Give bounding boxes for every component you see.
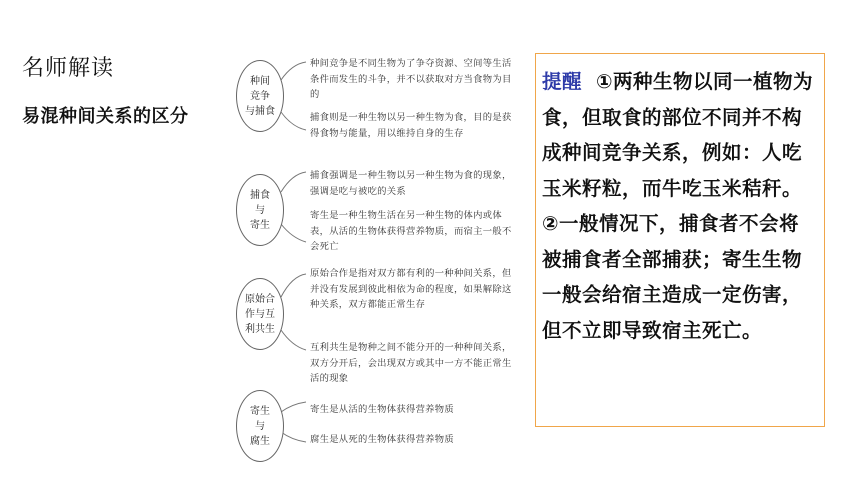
desc-parasitism: 寄生是一种生物生活在另一种生物的体内或体表，从活的生物体获得营养物质，而宿主一般不会死亡 bbox=[310, 210, 512, 252]
node-predation-parasitism: 捕食 与 寄生 bbox=[236, 174, 284, 246]
reminder-text: ①两种生物以同一植物为食，但取食的部位不同并不构成种间竞争关系，例如：人吃玉米籽粒，而牛吃玉米秸秆。②一般情况下，捕食者不会将被捕食者全部捕获；寄生生物一般会给宿主造成一定伤害，但不立即导致宿主死亡。 bbox=[542, 70, 814, 342]
node-competition-predation: 种间 竞争 与捕食 bbox=[236, 60, 284, 132]
desc-protocooperation: 原始合作是指对双方都有利的一种种间关系，但并没有发展到彼此相依为命的程度，如果解除这种关系，双方都能正常生存 bbox=[310, 268, 512, 310]
desc-predation-2: 捕食强调是一种生物以另一种生物为食的现象，强调是吃与被吃的关系 bbox=[310, 170, 512, 197]
node-parasitism-saprophytism: 寄生 与 腐生 bbox=[236, 390, 284, 462]
page-title: 名师解读 bbox=[22, 56, 115, 81]
desc-saprophytism: 腐生是从死的生物体获得营养物质 bbox=[310, 434, 454, 445]
node-protocooperation-mutualism: 原始合 作与互 利共生 bbox=[236, 278, 284, 350]
desc-parasitism-2: 寄生是从活的生物体获得营养物质 bbox=[310, 404, 454, 415]
relationship-diagram bbox=[232, 52, 522, 462]
header bbox=[22, 54, 114, 84]
desc-mutualism: 互利共生是物种之间不能分开的一种种间关系，双方分开后，会出现双方或其中一方不能正常生活的现象 bbox=[310, 342, 512, 384]
desc-competition: 种间竞争是不同生物为了争夺资源、空间等生活条件而发生的斗争，并不以获取对方当食物为目的 bbox=[310, 58, 512, 100]
page-subtitle: 易混种间关系的区分 bbox=[22, 106, 189, 127]
desc-predation: 捕食则是一种生物以另一种生物为食，目的是获得食物与能量，用以维持自身的生存 bbox=[310, 112, 512, 139]
reminder-box bbox=[535, 53, 825, 427]
reminder-label: 提醒 bbox=[542, 70, 583, 93]
